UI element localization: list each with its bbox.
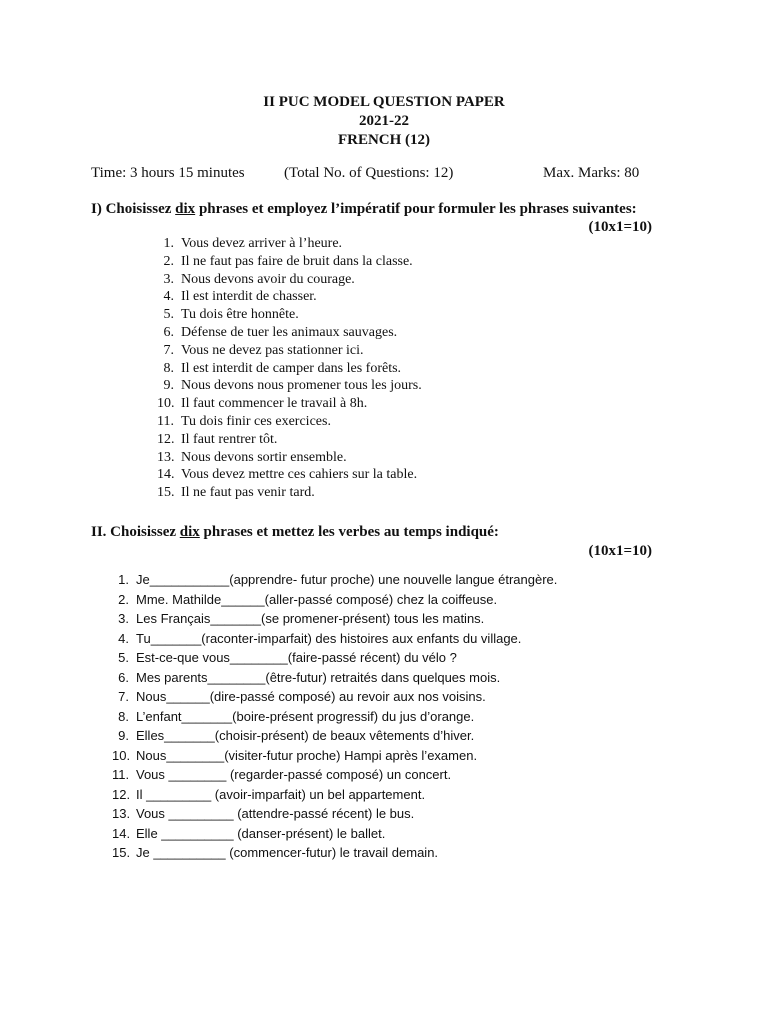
question-number: 5. xyxy=(163,307,174,323)
paper-title: II PUC MODEL QUESTION PAPER xyxy=(263,94,505,110)
question-number: 15. xyxy=(112,845,131,860)
question-text: Défense de tuer les animaux sauvages. xyxy=(181,324,398,340)
question-item xyxy=(157,253,422,271)
question-item xyxy=(157,377,422,395)
question-item xyxy=(112,726,557,746)
question-item xyxy=(157,484,422,502)
question-number: 11. xyxy=(112,767,130,782)
question-text: Les Français_______(se promener-présent) tous les matins. xyxy=(136,611,485,626)
max-marks: Max. Marks: 80 xyxy=(543,165,640,181)
question-number: 4. xyxy=(118,630,129,646)
question-text: Vous devez mettre ces cahiers sur la table. xyxy=(181,467,418,483)
question-text: Nous devons sortir ensemble. xyxy=(181,449,347,465)
section-1-heading-suffix: phrases et employez l’impératif pour formuler les phrases suivantes: xyxy=(195,201,637,217)
question-number: 3. xyxy=(118,611,129,626)
question-text: Mme. Mathilde______(aller-passé composé) chez la coiffeuse. xyxy=(136,591,498,607)
question-text: Il est interdit de chasser. xyxy=(181,289,317,305)
question-number: 13. xyxy=(112,806,131,821)
question-item xyxy=(112,648,557,668)
section-2-heading-suffix: phrases et mettez les verbes au temps indiqué: xyxy=(199,524,499,540)
section-2-heading xyxy=(91,523,499,541)
question-item xyxy=(157,288,422,306)
question-item xyxy=(157,360,422,378)
section-1-heading-prefix: I) Choisissez xyxy=(91,201,176,217)
question-item xyxy=(157,466,422,484)
question-text: Nous devons avoir du courage. xyxy=(181,271,355,287)
question-text: Est-ce-que vous________(faire-passé récent) du vélo ? xyxy=(136,650,457,665)
question-item xyxy=(157,449,422,467)
question-number: 6. xyxy=(163,324,174,340)
paper-subject: FRENCH (12) xyxy=(337,132,431,148)
question-item xyxy=(112,804,557,824)
question-item xyxy=(112,687,557,707)
question-item xyxy=(112,824,557,844)
question-text: Il ne faut pas venir tard. xyxy=(181,485,315,501)
question-number: 1. xyxy=(163,236,174,251)
question-number: 12. xyxy=(157,431,175,447)
question-item xyxy=(112,609,557,629)
paper-year: 2021-22 xyxy=(359,113,409,129)
question-text: Nous________(visiter-futur proche) Hampi après l’examen. xyxy=(136,747,478,763)
question-number: 5. xyxy=(118,650,129,665)
section-2-list xyxy=(112,570,557,863)
question-item xyxy=(157,306,422,324)
question-text: Elles_______(choisir-présent) de beaux vêtements d’hiver. xyxy=(136,728,475,743)
question-number: 4. xyxy=(163,289,174,305)
question-text: Vous _________ (attendre-passé récent) le bus. xyxy=(136,806,415,821)
question-number: 12. xyxy=(112,786,131,802)
section-1-heading xyxy=(91,200,637,218)
question-text: Vous ________ (regarder-passé composé) un concert. xyxy=(136,767,452,782)
question-text: L’enfant_______(boire-présent progressif) du jus d’orange. xyxy=(136,708,475,724)
question-item xyxy=(157,395,422,413)
question-number: 10. xyxy=(157,396,175,412)
question-number: 7. xyxy=(163,342,174,358)
question-number: 14. xyxy=(157,467,175,483)
question-number: 9. xyxy=(163,378,174,394)
question-number: 8. xyxy=(163,360,174,376)
section-1-heading-emphasis: dix xyxy=(175,201,196,217)
question-item xyxy=(112,843,557,863)
question-text: Elle __________ (danser-présent) le ballet. xyxy=(136,825,386,841)
question-item xyxy=(112,570,557,590)
question-text: Vous devez arriver à l’heure. xyxy=(181,236,343,251)
question-text: Nous devons nous promener tous les jours. xyxy=(181,378,422,394)
question-text: Il faut rentrer tôt. xyxy=(181,431,278,447)
question-number: 7. xyxy=(118,689,129,704)
question-text: Vous ne devez pas stationner ici. xyxy=(181,342,364,358)
question-number: 9. xyxy=(118,728,129,743)
question-text: Mes parents________(être-futur) retraités dans quelques mois. xyxy=(136,669,501,685)
exam-time: Time: 3 hours 15 minutes xyxy=(91,165,245,181)
question-item xyxy=(157,271,422,289)
question-item xyxy=(157,324,422,342)
section-2-heading-prefix: II. Choisissez xyxy=(91,524,180,540)
question-item xyxy=(112,629,557,649)
question-item xyxy=(157,413,422,431)
question-number: 13. xyxy=(157,449,175,465)
question-number: 3. xyxy=(163,271,174,287)
question-text: Il ne faut pas faire de bruit dans la classe. xyxy=(181,253,413,269)
question-item xyxy=(112,746,557,766)
question-item xyxy=(157,431,422,449)
question-number: 2. xyxy=(163,253,174,269)
question-number: 10. xyxy=(112,747,131,763)
question-number: 15. xyxy=(157,485,175,501)
question-item xyxy=(157,342,422,360)
question-number: 11. xyxy=(157,413,174,429)
question-text: Nous______(dire-passé composé) au revoir aux nos voisins. xyxy=(136,689,486,704)
question-number: 6. xyxy=(118,669,129,685)
section-2-heading-emphasis: dix xyxy=(179,524,200,540)
question-item xyxy=(112,668,557,688)
question-text: Tu dois finir ces exercices. xyxy=(181,413,331,429)
question-text: Il _________ (avoir-imparfait) un bel appartement. xyxy=(136,786,426,802)
section-2-marks: (10x1=10) xyxy=(588,543,652,559)
section-1-list xyxy=(157,235,422,502)
section-1-marks: (10x1=10) xyxy=(588,219,652,235)
total-questions: (Total No. of Questions: 12) xyxy=(284,165,454,181)
question-item xyxy=(112,765,557,785)
question-item xyxy=(157,235,422,253)
question-text: Il est interdit de camper dans les forêts. xyxy=(181,360,402,376)
question-text: Il faut commencer le travail à 8h. xyxy=(181,396,368,412)
question-text: Tu_______(raconter-imparfait) des histoires aux enfants du village. xyxy=(136,630,522,646)
question-number: 14. xyxy=(112,825,131,841)
question-number: 1. xyxy=(118,572,129,587)
question-text: Tu dois être honnête. xyxy=(181,307,299,323)
question-number: 2. xyxy=(118,591,129,607)
question-item xyxy=(112,785,557,805)
question-number: 8. xyxy=(118,708,129,724)
question-text: Je___________(apprendre- futur proche) une nouvelle langue étrangère. xyxy=(136,572,558,587)
question-item xyxy=(112,707,557,727)
question-item xyxy=(112,590,557,610)
question-text: Je __________ (commencer-futur) le travail demain. xyxy=(136,845,439,860)
